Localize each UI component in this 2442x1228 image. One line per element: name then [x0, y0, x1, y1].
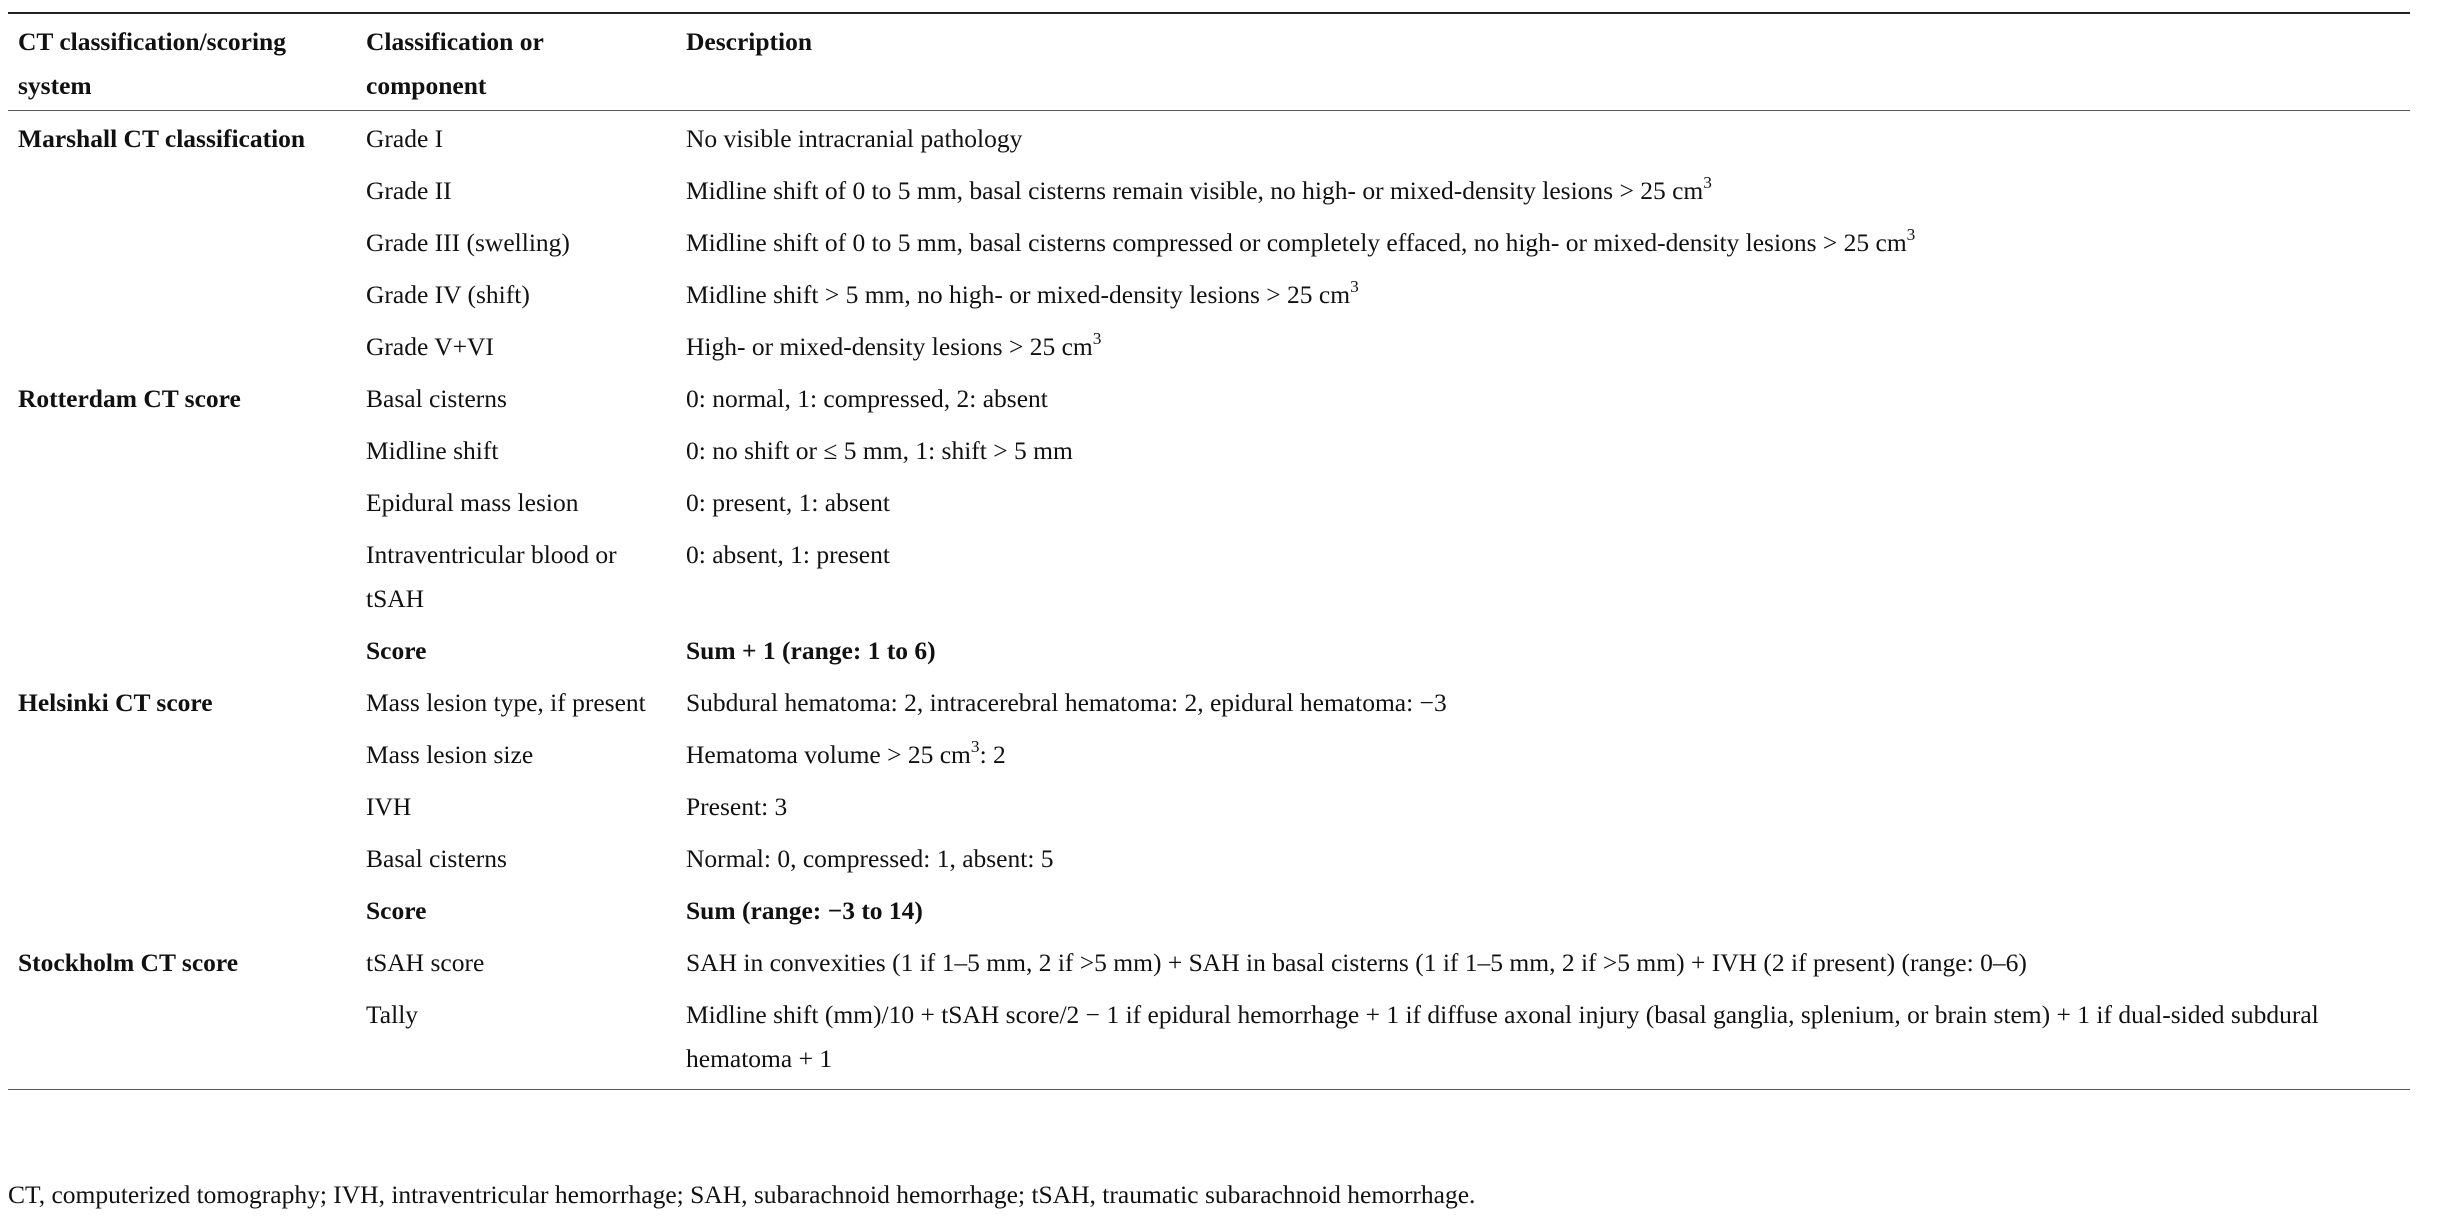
scoring-system-cell: Rotterdam CT score: [18, 384, 241, 413]
component-cell: Grade I: [366, 124, 444, 153]
description-text: No visible intracranial pathology: [686, 124, 1023, 153]
table-row: [8, 269, 2410, 321]
table-row: [8, 625, 2410, 677]
description-cell: [676, 269, 2410, 321]
scoring-system-cell: [8, 529, 356, 625]
description-cell: [676, 885, 2410, 937]
table-row: [8, 529, 2410, 625]
ct-scoring-table: [8, 12, 2410, 1090]
description-text: Normal: 0, compressed: 1, absent: 5: [686, 844, 1054, 873]
unit-exponent: 3: [1092, 328, 1102, 348]
component-cell: Mass lesion size: [366, 740, 534, 769]
description-cell: [676, 425, 2410, 477]
table-row: [8, 321, 2410, 373]
table-row: [8, 937, 2410, 989]
table-row: [8, 111, 2410, 166]
description-cell: [676, 625, 2410, 677]
table-body: [8, 111, 2410, 1090]
description-text: High- or mixed-density lesions > 25 cm: [686, 332, 1093, 361]
scoring-system-cell: [8, 781, 356, 833]
description-text: Sum (range: −3 to 14): [686, 896, 923, 925]
description-text: Hematoma volume > 25 cm: [686, 740, 971, 769]
scoring-system-cell: [8, 217, 356, 269]
table-row: [8, 477, 2410, 529]
scoring-system-cell: [8, 885, 356, 937]
component-cell: Grade II: [366, 176, 452, 205]
component-cell: tSAH score: [366, 948, 485, 977]
description-cell: [676, 321, 2410, 373]
component-cell: Grade IV (shift): [366, 280, 530, 309]
unit-exponent: 3: [970, 736, 980, 756]
description-cell: [676, 833, 2410, 885]
description-cell: [676, 677, 2410, 729]
table-row: [8, 729, 2410, 781]
description-cell: [676, 373, 2410, 425]
page: [8, 12, 2410, 1090]
scoring-system-cell: Marshall CT classification: [18, 124, 306, 153]
table-row: [8, 165, 2410, 217]
description-suffix: : 2: [979, 740, 1006, 769]
component-cell: Intraventricular blood or tSAH: [366, 540, 617, 613]
table-row: [8, 425, 2410, 477]
table-header: [8, 13, 2410, 111]
component-cell: Score: [366, 896, 427, 925]
component-cell: IVH: [366, 792, 412, 821]
description-text: Sum + 1 (range: 1 to 6): [686, 636, 936, 665]
description-text: Present: 3: [686, 792, 788, 821]
unit-exponent: 3: [1350, 276, 1359, 296]
scoring-system-cell: [8, 989, 356, 1090]
component-cell: Score: [366, 636, 427, 665]
scoring-system-cell: [8, 729, 356, 781]
scoring-system-cell: [8, 625, 356, 677]
description-text: Midline shift > 5 mm, no high- or mixed-density lesions > 25 cm: [686, 280, 1351, 309]
component-cell: Tally: [366, 1000, 419, 1029]
description-text: Midline shift (mm)/10 + tSAH score/2 − 1 if epidural hemorrhage + 1 if diffuse axonal injury (basal ganglia, splenium, or brain stem) + 1 if dual-sided subdural hematoma + 1: [686, 1000, 2319, 1073]
unit-exponent: 3: [1703, 172, 1712, 192]
description-text: 0: normal, 1: compressed, 2: absent: [686, 384, 1048, 413]
header-system: CT classification/scoring system: [18, 27, 286, 100]
description-text: SAH in convexities (1 if 1–5 mm, 2 if >5 mm) + SAH in basal cisterns (1 if 1–5 mm, 2 if >5 mm) + IVH (2 if present) (range: 0–6): [686, 948, 2027, 977]
description-text: 0: no shift or ≤ 5 mm, 1: shift > 5 mm: [686, 436, 1073, 465]
description-cell: [676, 217, 2410, 269]
table-row: [8, 885, 2410, 937]
description-cell: [676, 477, 2410, 529]
scoring-system-cell: [8, 833, 356, 885]
description-cell: [676, 937, 2410, 989]
description-text: Midline shift of 0 to 5 mm, basal cisterns remain visible, no high- or mixed-density lesions > 25 cm: [686, 176, 1704, 205]
description-cell: [676, 111, 2410, 166]
component-cell: Midline shift: [366, 436, 499, 465]
scoring-system-cell: [8, 165, 356, 217]
table-row: [8, 833, 2410, 885]
description-text: 0: present, 1: absent: [686, 488, 890, 517]
header-description: Description: [686, 27, 813, 56]
description-cell: [676, 529, 2410, 625]
table-footnote: CT, computerized tomography; IVH, intraventricular hemorrhage; SAH, subarachnoid hemorrhage; tSAH, traumatic subarachnoid hemorrhage.: [8, 1180, 1476, 1209]
table-row: [8, 677, 2410, 729]
header-component: Classification or component: [366, 27, 544, 100]
scoring-system-cell: Helsinki CT score: [18, 688, 213, 717]
table-row: [8, 989, 2410, 1090]
scoring-system-cell: [8, 425, 356, 477]
description-text: Subdural hematoma: 2, intracerebral hematoma: 2, epidural hematoma: −3: [686, 688, 1447, 717]
scoring-system-cell: [8, 269, 356, 321]
table-row: [8, 217, 2410, 269]
description-text: Midline shift of 0 to 5 mm, basal cisterns compressed or completely effaced, no high- or mixed-density lesions > 25 cm: [686, 228, 1907, 257]
table-row: [8, 373, 2410, 425]
description-cell: [676, 729, 2410, 781]
component-cell: Mass lesion type, if present: [366, 688, 646, 717]
header-row: [8, 13, 2410, 111]
component-cell: Grade III (swelling): [366, 228, 570, 257]
description-text: 0: absent, 1: present: [686, 540, 890, 569]
scoring-system-cell: Stockholm CT score: [18, 948, 239, 977]
description-cell: [676, 989, 2410, 1090]
component-cell: Grade V+VI: [366, 332, 494, 361]
unit-exponent: 3: [1906, 224, 1916, 244]
component-cell: Basal cisterns: [366, 844, 507, 873]
component-cell: Epidural mass lesion: [366, 488, 579, 517]
scoring-system-cell: [8, 321, 356, 373]
scoring-system-cell: [8, 477, 356, 529]
description-cell: [676, 781, 2410, 833]
description-cell: [676, 165, 2410, 217]
table-row: [8, 781, 2410, 833]
component-cell: Basal cisterns: [366, 384, 507, 413]
